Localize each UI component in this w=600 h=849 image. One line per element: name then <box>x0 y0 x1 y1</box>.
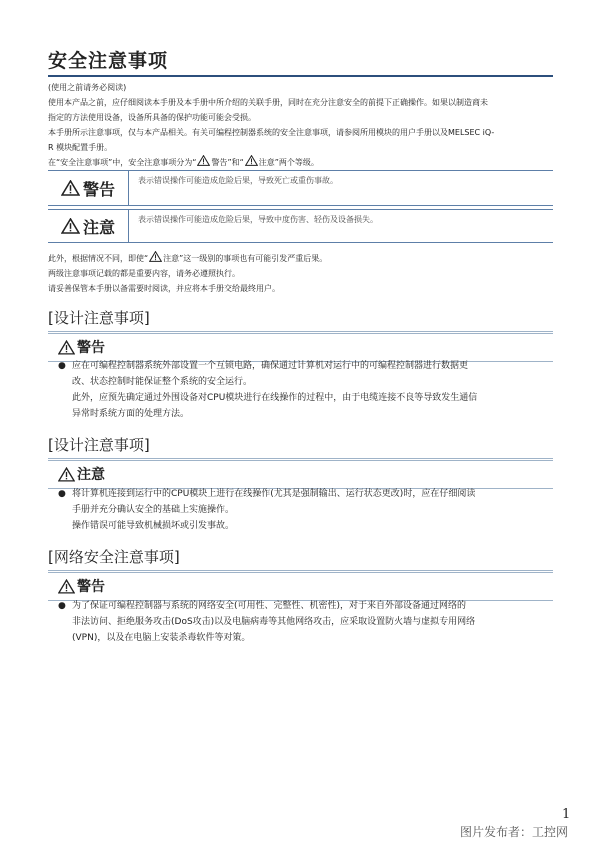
intro-levels-warning: 警告 <box>211 158 228 167</box>
note-line <box>48 251 558 266</box>
signal-label-text: 警告 <box>82 179 115 199</box>
warning-triangle-icon <box>58 340 75 355</box>
intro-line: 本手册所示注意事项，仅与本产品相关。有关可编程控制器系统的安全注意事项，请参阅所用模块的用户手册以及MELSEC iQ- <box>48 128 495 137</box>
signal-label-caution <box>48 210 129 242</box>
section-title: [设计注意事项] <box>48 434 553 459</box>
signal-table-warning <box>48 170 553 206</box>
section-level-label: 警告 <box>77 579 105 595</box>
signal-label-text: 注意 <box>82 217 115 237</box>
note-word: 注意 <box>163 254 180 263</box>
body-line: 为了保证可编程控制器与系统的网络安全(可用性、完整性、机密性)，对于来自外部设备通过网络的 <box>72 601 467 611</box>
bullet: ● <box>58 489 66 499</box>
bullet: ● <box>58 601 66 611</box>
section-title: [网络安全注意事项] <box>48 546 553 571</box>
intro-line: R 模块配置手册。 <box>48 143 113 152</box>
intro-levels-middle: ”和“ <box>227 158 244 167</box>
note-suffix: ”这一级别的事项也有可能引发严重后果。 <box>179 254 328 263</box>
body-line: (VPN)，以及在电脑上安装杀毒软件等对策。 <box>72 633 251 643</box>
body-line: 异常时系统方面的处理方法。 <box>72 409 190 419</box>
section-level-label: 注意 <box>77 467 105 483</box>
section-body <box>58 486 548 534</box>
watermark: 图片发布者：工控网 <box>460 825 569 839</box>
body-line: 操作错误可能导致机械损坏或引发事故。 <box>72 521 235 531</box>
notes <box>48 251 558 296</box>
signal-desc-warning: 表示错误操作可能造成危险后果，导致死亡或重伤事故。 <box>138 176 338 185</box>
intro-line: 使用本产品之前，应仔细阅读本手册及本手册中所介绍的关联手册，同时在充分注意安全的前提下正确操作。如果以制造商未 <box>48 98 488 107</box>
intro-levels-suffix: ”两个等级。 <box>274 158 319 167</box>
intro-levels-prefix: 在“安全注意事项”中，安全注意事项分为“ <box>48 158 197 167</box>
intro-line: 指定的方法使用设备，设备所具备的保护功能可能会受损。 <box>48 113 256 122</box>
warning-triangle-icon <box>61 180 80 196</box>
intro-line: (使用之前请务必阅读) <box>48 83 127 92</box>
intro-levels-line <box>48 155 558 170</box>
signal-desc-caution: 表示错误操作可能造成危险后果，导致中度伤害、轻伤及设备损失。 <box>138 215 378 224</box>
signal-table-caution <box>48 209 553 243</box>
intro-text <box>48 80 558 170</box>
section-level-header <box>48 572 553 601</box>
section-body <box>58 358 548 422</box>
body-line: 将计算机连接到运行中的CPU模块上进行在线操作(尤其是强制输出、运行状态更改)时，应在仔细阅读 <box>72 489 476 499</box>
section-level-label: 警告 <box>77 340 105 356</box>
warning-triangle-icon <box>197 155 210 166</box>
note-prefix: 此外，根据情况不同，即使“ <box>48 254 149 263</box>
body-line: 手册并充分确认安全的基础上实施操作。 <box>72 505 235 515</box>
signal-label-warning <box>48 171 129 205</box>
warning-triangle-icon <box>245 155 258 166</box>
warning-triangle-icon <box>58 467 75 482</box>
section-title: [设计注意事项] <box>48 307 553 332</box>
body-line: 应在可编程控制器系统外部设置一个互锁电路，确保通过计算机对运行中的可编程控制器进行数据更 <box>72 361 469 371</box>
body-line: 改、状态控制时能保证整个系统的安全运行。 <box>72 377 253 387</box>
section-body <box>58 598 548 646</box>
body-line: 非法访问、拒绝服务攻击(DoS攻击)以及电脑病毒等其他网络攻击，应采取设置防火墙与虚拟专用网络 <box>72 617 476 627</box>
warning-triangle-icon <box>61 218 80 234</box>
bullet: ● <box>58 361 66 371</box>
intro-levels-caution: 注意 <box>258 158 275 167</box>
warning-triangle-icon <box>149 251 162 262</box>
section-level-header <box>48 460 553 489</box>
warning-triangle-icon <box>58 579 75 594</box>
page-title: 安全注意事项 <box>48 46 553 77</box>
note-line: 请妥善保管本手册以备需要时阅读，并应将本手册交给最终用户。 <box>48 284 280 293</box>
body-line: 此外，应预先确定通过外围设备对CPU模块进行在线操作的过程中，由于电缆连接不良等导致发生通信 <box>72 393 478 403</box>
note-line: 两级注意事项记载的都是重要内容，请务必遵照执行。 <box>48 269 240 278</box>
page-number: 1 <box>562 807 571 822</box>
